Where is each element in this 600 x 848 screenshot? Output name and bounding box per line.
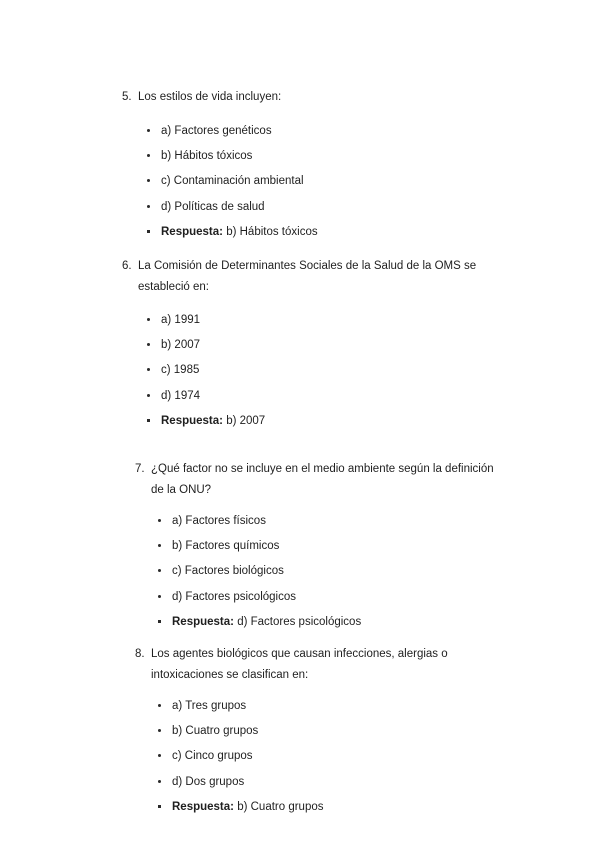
option-d: d) Políticas de salud bbox=[147, 200, 318, 225]
option-c: c) Factores biológicos bbox=[158, 564, 361, 589]
option-b: b) Factores químicos bbox=[158, 539, 361, 564]
option-a: a) Tres grupos bbox=[158, 699, 324, 724]
answer-label: Respuesta: bbox=[172, 615, 234, 628]
answer-value: b) 2007 bbox=[226, 414, 266, 427]
option-a: a) 1991 bbox=[147, 313, 265, 338]
question-text: Los estilos de vida incluyen: bbox=[138, 91, 282, 103]
question-number: 8. bbox=[135, 648, 145, 660]
question-number: 7. bbox=[135, 463, 145, 475]
options-list-8 bbox=[158, 699, 324, 825]
option-a: a) Factores genéticos bbox=[147, 124, 318, 149]
answer-value: b) Cuatro grupos bbox=[237, 800, 324, 813]
answer-value: d) Factores psicológicos bbox=[237, 615, 362, 628]
option-c: c) Contaminación ambiental bbox=[147, 174, 318, 199]
question-5 bbox=[122, 87, 482, 108]
options-list-7 bbox=[158, 514, 361, 640]
answer-item bbox=[158, 800, 324, 825]
option-d: d) 1974 bbox=[147, 389, 265, 414]
option-d: d) Factores psicológicos bbox=[158, 590, 361, 615]
options-list-6 bbox=[147, 313, 265, 439]
option-c: c) Cinco grupos bbox=[158, 749, 324, 774]
option-d: d) Dos grupos bbox=[158, 775, 324, 800]
answer-label: Respuesta: bbox=[161, 225, 223, 238]
answer-label: Respuesta: bbox=[161, 414, 223, 427]
question-7 bbox=[135, 459, 500, 501]
answer-item bbox=[147, 414, 265, 439]
option-b: b) Hábitos tóxicos bbox=[147, 149, 318, 174]
question-text: Los agentes biológicos que causan infecciones, alergias o intoxicaciones se clasifican en: bbox=[151, 648, 448, 681]
answer-item bbox=[147, 225, 318, 250]
option-b: b) 2007 bbox=[147, 338, 265, 363]
option-a: a) Factores físicos bbox=[158, 514, 361, 539]
answer-value: b) Hábitos tóxicos bbox=[226, 225, 318, 238]
question-6 bbox=[122, 256, 487, 298]
option-b: b) Cuatro grupos bbox=[158, 724, 324, 749]
options-list-5 bbox=[147, 124, 318, 250]
question-number: 5. bbox=[122, 91, 132, 103]
question-text: ¿Qué factor no se incluye en el medio ambiente según la definición de la ONU? bbox=[151, 463, 494, 496]
question-text: La Comisión de Determinantes Sociales de la Salud de la OMS se estableció en: bbox=[138, 260, 477, 293]
answer-item bbox=[158, 615, 361, 640]
question-number: 6. bbox=[122, 260, 132, 272]
answer-label: Respuesta: bbox=[172, 800, 234, 813]
option-c: c) 1985 bbox=[147, 363, 265, 388]
question-8 bbox=[135, 644, 455, 686]
